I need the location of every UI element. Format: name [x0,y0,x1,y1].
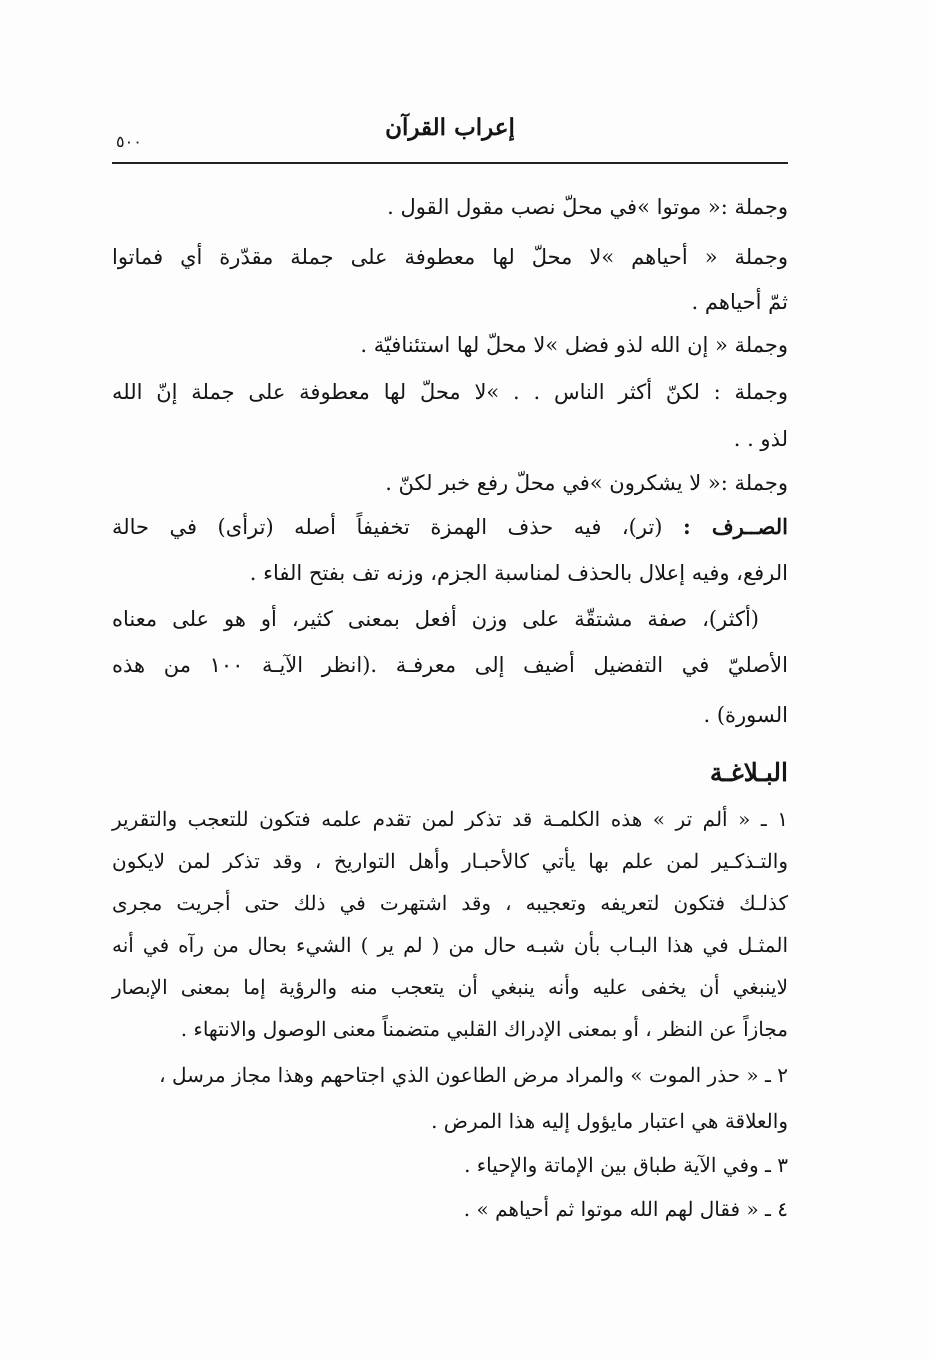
balagha-line: لاينبغي أن يخفى عليه وأنه ينبغي أن يتعجب منه والرؤية إما بمعنى الإبصار [112,975,788,999]
balagha-line: ٢ ـ « حذر الموت » والمراد مرض الطاعون الذي اجتاحهم وهذا مجاز مرسل ، [159,1063,788,1087]
page-number: ٥٠٠ [116,132,142,151]
irab-line: وجملة « أحياهم »لا محلّ لها معطوفة على جملة مقدّرة أي فماتوا [112,245,788,269]
sarf-line: الأصليّ في التفضيل أضيف إلى معرفـة .(انظر الآيـة ١٠٠ من هذه [112,653,788,677]
page-title: إعراب القرآن [385,114,515,141]
header-divider [112,162,788,164]
sarf-text: (تر)، فيه حذف الهمزة تخفيفاً أصله (ترأى) في حالة [112,515,663,539]
irab-line: وجملة :« لا يشكرون »في محلّ رفع خبر لكنّ . [385,471,788,495]
balagha-line: كذلـك فتكون لتعريفه وتعجيبه ، وقد اشتهرت في ذلك حتى أجريت مجرى [112,891,788,915]
section-heading: البـلاغـة [709,758,788,787]
sarf-line [112,512,788,542]
irab-line: لذو . . [733,427,788,451]
balagha-line: ١ ـ « ألم تر » هذه الكلمـة قد تذكر لمن تقدم علمه فتكون للتعجب والتقرير [112,807,788,831]
balagha-line: والتـذكـير لمن علم بها يأتي كالأحبـار وأهل التواريخ ، وقد تذكر لمن لايكون [112,849,788,873]
irab-line: وجملة « إن الله لذو فضل »لا محلّ لها استئنافيّة . [360,333,788,357]
irab-line: وجملة :« موتوا »في محلّ نصب مقول القول . [387,195,788,219]
page-header [112,112,788,164]
irab-line: وجملة : لكنّ أكثر الناس . . »لا محلّ لها معطوفة على جملة إنّ الله [112,380,788,404]
balagha-line: المثـل في هذا البـاب بأن شبـه حال من ( لم ير ) الشيء بحال من رآه في أنه [112,933,788,957]
sarf-line: الرفع، وفيه إعلال بالحذف لمناسبة الجزم، وزنه تف بفتح الفاء . [249,561,788,585]
irab-line: ثمّ أحياهم . [691,290,788,314]
balagha-line: مجازاً عن النظر ، أو بمعنى الإدراك القلبي متضمناً معنى الوصول والانتهاء . [180,1017,788,1041]
balagha-line: ٣ ـ وفي الآية طباق بين الإماتة والإحياء . [464,1153,788,1177]
sarf-line: (أكثر)، صفة مشتقّة على وزن أفعل بمعنى كثير، أو هو على معناه [112,607,759,631]
balagha-line: والعلاقة هي اعتبار مايؤول إليه هذا المرض . [431,1109,788,1133]
balagha-line: ٤ ـ « فقال لهم الله موتوا ثم أحياهم » . [463,1197,788,1221]
sarf-line: السورة) . [703,703,788,727]
sarf-label: الصــرف : [683,514,788,539]
